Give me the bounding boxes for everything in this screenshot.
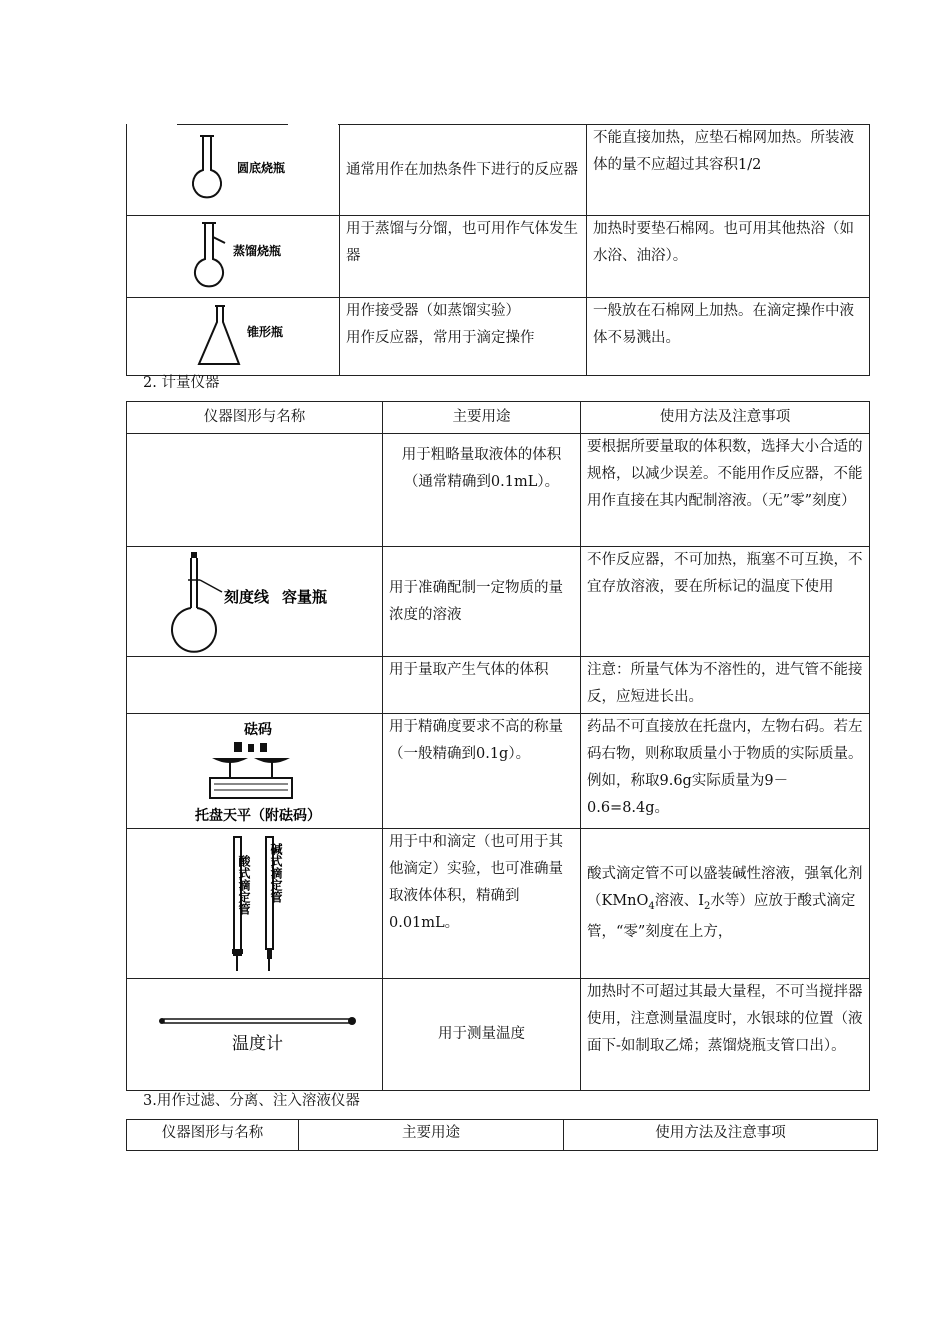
balance-cell [127, 714, 383, 829]
graduation-line-label: 刻度线 [223, 587, 269, 606]
cylinder-image-cell [127, 434, 383, 547]
table-reaction-vessels [126, 124, 870, 376]
section3-title: 3.用作过滤、分离、注入溶液仪器 [143, 1093, 360, 1109]
burette-notes-b: 溶液、I [654, 892, 705, 909]
conical-flask-notes: 一般放在石棉网上加热。在滴定操作中液体不易溅出。 [587, 298, 870, 376]
burette-notes [581, 829, 870, 979]
header-usage: 主要用途 [383, 402, 581, 434]
balance-icon [130, 716, 380, 826]
table-measuring-instruments [126, 401, 870, 1091]
table-row [127, 125, 870, 216]
table-header-row [127, 402, 870, 434]
gas-measure-image-cell [127, 657, 383, 714]
acid-burette-label: 酸式滴定管 [236, 854, 251, 915]
volumetric-flask-cell [127, 547, 383, 657]
table-row [127, 714, 870, 829]
thermometer-cell [127, 979, 383, 1091]
conical-flask-label: 锥形瓶 [247, 324, 284, 339]
weights-label: 砝码 [243, 722, 272, 738]
thermometer-notes: 加热时不可超过其最大量程，不可当搅拌器使用，注意测量温度时，水银球的位置（液面下-如制取乙烯；蒸馏烧瓶支管口出）。 [581, 979, 870, 1091]
conical-flask-usage [340, 298, 587, 376]
table-row [127, 434, 870, 547]
round-flask-cell [127, 125, 340, 216]
table-header-row [127, 1120, 878, 1151]
header-notes: 使用方法及注意事项 [564, 1120, 878, 1151]
burette-cell [127, 829, 383, 979]
volumetric-flask-label: 容量瓶 [281, 587, 327, 606]
conical-flask-cell [127, 298, 340, 376]
header-usage: 主要用途 [299, 1120, 564, 1151]
base-burette-label: 碱式滴定管 [268, 842, 283, 903]
cylinder-notes: 要根据所要量取的体积数，选择大小合适的规格，以减少误差。不能用作反应器，不能用作直接在其内配制溶液。（无”零”刻度） [581, 434, 870, 547]
thermometer-label: 温度计 [231, 1033, 283, 1053]
table-row [127, 298, 870, 376]
table-row [127, 657, 870, 714]
round-flask-label: 圆底烧瓶 [237, 161, 286, 175]
balance-label: 托盘天平（附砝码） [194, 808, 321, 824]
volumetric-flask-notes: 不作反应器，不可加热，瓶塞不可互换，不宜存放溶液，要在所标记的温度下使用 [581, 547, 870, 657]
table-row [127, 979, 870, 1091]
cylinder-usage: 用于粗略量取液体的体积（通常精确到0.1mL）。 [383, 434, 581, 547]
burette-notes-c: 水等）应放于酸式滴定管，“零”刻度在上方， [587, 892, 856, 941]
balance-notes: 药品不可直接放在托盘内，左物右码。若左码右物，则称取质量小于物质的实际质量。例如，称取9.6g实际质量为9－0.6=8.4g。 [581, 714, 870, 829]
gas-measure-notes: 注意：所量气体为不溶性的，进气管不能接反，应短进长出。 [581, 657, 870, 714]
round-flask-notes: 不能直接加热，应垫石棉网加热。所装液体的量不应超过其容积1/2 [587, 125, 870, 216]
round-bottom-flask-icon [133, 126, 333, 214]
distill-flask-cell [127, 216, 340, 298]
header-instrument: 仪器图形与名称 [127, 402, 383, 434]
table-row [127, 829, 870, 979]
header-notes: 使用方法及注意事项 [581, 402, 870, 434]
thermometer-usage: 用于测量温度 [383, 979, 581, 1091]
round-flask-usage: 通常用作在加热条件下进行的反应器 [340, 125, 587, 216]
volumetric-flask-icon [130, 550, 380, 654]
table-row [127, 216, 870, 298]
section2-title: 2. 计量仪器 [143, 375, 220, 391]
burette-notes-sub2: 2 [704, 900, 711, 912]
conical-flask-usage-line2: 用作反应器，常用于滴定操作 [346, 330, 535, 346]
cover [288, 118, 338, 125]
burette-notes-a: 酸式滴定管不可以盛装碱性溶液，强氧化剂（KMnO [587, 865, 863, 909]
distill-flask-label: 蒸馏烧瓶 [233, 243, 282, 258]
conical-flask-usage-line1: 用作接受器（如蒸馏实验） [346, 303, 520, 319]
burette-icon [130, 831, 380, 977]
balance-usage: 用于精确度要求不高的称量（一般精确到0.1g）。 [383, 714, 581, 829]
gas-measure-usage: 用于量取产生气体的体积 [383, 657, 581, 714]
volumetric-flask-usage: 用于准确配制一定物质的量浓度的溶液 [383, 547, 581, 657]
distill-flask-notes: 加热时要垫石棉网。也可用其他热浴（如水浴、油浴）。 [587, 216, 870, 298]
distill-flask-usage: 用于蒸馏与分馏，也可用作气体发生器 [340, 216, 587, 298]
header-instrument: 仪器图形与名称 [127, 1120, 299, 1151]
burette-usage: 用于中和滴定（也可用于其他滴定）实验，也可准确量取液体体积，精确到0.01mL。 [383, 829, 581, 979]
distilling-flask-icon [133, 217, 333, 297]
thermometer-icon [130, 981, 380, 1089]
cover [127, 118, 177, 125]
conical-flask-icon [133, 300, 333, 374]
table-filtration-instruments [126, 1119, 878, 1151]
table-row [127, 547, 870, 657]
burette-notes-sub1: 4 [648, 900, 655, 912]
